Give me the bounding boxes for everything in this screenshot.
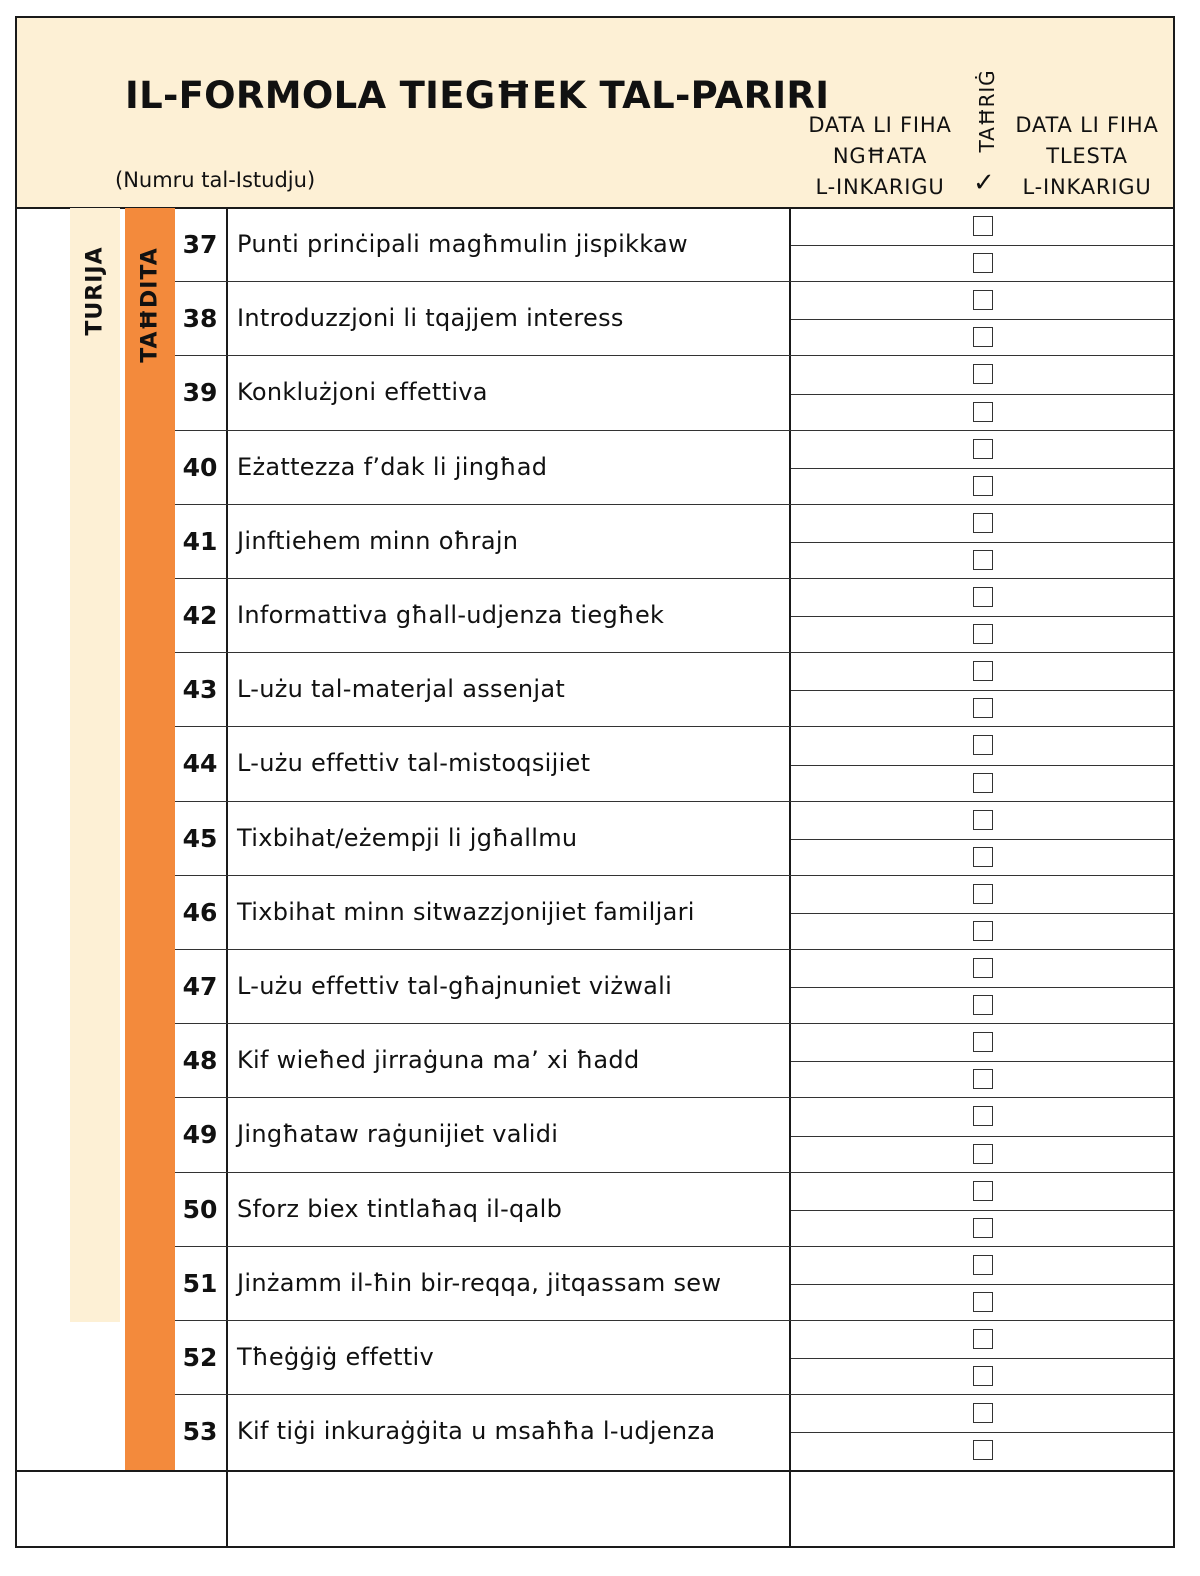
row-half-divider [791,1284,1173,1285]
practice-checkbox[interactable] [973,402,993,422]
row-half-divider [791,839,1173,840]
counsel-form [15,16,1175,1548]
row-divider [175,1023,1173,1024]
practice-checkbox[interactable] [973,810,993,830]
point-title: Sforz biex tintlaħaq il-qalb [237,1194,563,1223]
practice-checkbox[interactable] [973,1106,993,1126]
practice-checkbox[interactable] [973,698,993,718]
practice-checkbox[interactable] [973,1440,993,1460]
practice-checkbox[interactable] [973,995,993,1015]
row-half-divider [791,468,1173,469]
form-title: IL-FORMOLA TIEGĦEK TAL-PARIRI [125,74,830,117]
row-half-divider [791,245,1173,246]
practice-checkbox[interactable] [973,216,993,236]
talk-band-label: TAĦDITA [137,247,163,363]
point-number: 40 [182,452,218,482]
practice-checkbox[interactable] [973,439,993,459]
row-half-divider [791,765,1173,766]
practice-checkbox[interactable] [973,1403,993,1423]
point-number: 38 [182,304,218,334]
point-number: 42 [182,601,218,630]
row-half-divider [791,913,1173,914]
column-divider-right [789,208,791,1548]
form-header [17,18,1173,209]
row-divider [175,726,1173,727]
point-number: 39 [182,378,218,408]
point-title: L-użu effettiv tal-għajnuniet viżwali [237,972,673,1000]
point-number: 49 [182,1120,218,1150]
study-number-label: (Numru tal-Istudju) [115,168,316,192]
point-title: Eżattezza f’dak li jingħad [237,452,548,481]
reading-band-label: TURIJA [82,246,108,336]
column-header-date-assigned: DATA LI FIHA NGĦATA L-INKARIGU [808,113,952,199]
point-title: Kif wieħed jirraġuna ma’ xi ħadd [237,1046,640,1075]
point-number: 47 [182,972,218,1001]
row-half-divider [791,542,1173,543]
practice-checkbox[interactable] [973,327,993,347]
row-divider [175,578,1173,579]
point-title: Kif tiġi inkuraġġita u msaħħa l-udjenza [237,1417,716,1446]
practice-checkbox[interactable] [973,1255,993,1275]
row-half-divider [791,1210,1173,1211]
row-divider [175,430,1173,431]
column-header-date-completed: DATA LI FIHA TLESTA L-INKARIGU [1015,113,1159,199]
row-divider [175,1246,1173,1247]
practice-checkbox[interactable] [973,1366,993,1386]
practice-checkbox[interactable] [973,1292,993,1312]
point-title: Tixbihat/eżempji li jgħallmu [237,823,578,852]
row-divider [175,1172,1173,1173]
row-divider [175,801,1173,802]
practice-checkbox[interactable] [973,290,993,310]
row-half-divider [791,690,1173,691]
row-divider [175,504,1173,505]
row-half-divider [791,987,1173,988]
practice-checkbox[interactable] [973,550,993,570]
talk-band [125,208,175,1470]
row-divider [175,1097,1173,1098]
row-divider [175,875,1173,876]
practice-checkbox[interactable] [973,513,993,533]
practice-checkbox[interactable] [973,1329,993,1349]
point-title: Konklużjoni effettiva [237,378,488,407]
point-number: 51 [182,1268,218,1298]
row-divider [175,652,1173,653]
row-half-divider [791,1358,1173,1359]
point-title: Jinżamm il-ħin bir-reqqa, jitqassam sew [237,1268,722,1297]
point-title: Punti prinċipali magħmulin jispikkaw [237,230,688,258]
point-number: 52 [182,1343,218,1372]
practice-checkbox[interactable] [973,587,993,607]
row-half-divider [791,616,1173,617]
point-number: 41 [182,526,218,556]
point-number: 48 [182,1046,218,1076]
column-divider-left [226,208,228,1548]
point-title: Informattiva għall-udjenza tiegħek [237,601,665,629]
practice-checkbox[interactable] [973,921,993,941]
point-number: 50 [182,1194,218,1224]
practice-checkbox[interactable] [973,253,993,273]
point-title: Tixbihat minn sitwazzjonijiet familjari [237,897,695,926]
row-divider [175,1394,1173,1395]
practice-checkbox[interactable] [973,364,993,384]
practice-checkbox[interactable] [973,958,993,978]
row-half-divider [791,1432,1173,1433]
point-title: L-użu tal-materjal assenjat [237,675,566,704]
point-number: 45 [182,823,218,853]
row-half-divider [791,1061,1173,1062]
practice-checkbox[interactable] [973,1218,993,1238]
point-number: 44 [182,749,218,779]
column-header-practice: TAĦRIĠ [975,69,999,153]
practice-checkbox[interactable] [973,661,993,681]
row-divider [175,355,1173,356]
footer-divider [17,1470,1173,1472]
checkmark-icon: ✓ [973,168,995,198]
point-title: Introduzzjoni li tqajjem interess [237,304,624,333]
practice-checkbox[interactable] [973,1144,993,1164]
row-divider [175,281,1173,282]
practice-checkbox[interactable] [973,1032,993,1052]
point-title: Jingħataw raġunijiet validi [237,1120,559,1149]
practice-checkbox[interactable] [973,773,993,793]
practice-checkbox[interactable] [973,735,993,755]
practice-checkbox[interactable] [973,884,993,904]
practice-checkbox[interactable] [973,624,993,644]
point-title: Tħeġġiġ effettiv [237,1343,435,1371]
row-half-divider [791,319,1173,320]
reading-band [70,208,120,1322]
practice-checkbox[interactable] [973,476,993,496]
point-number: 46 [182,897,218,927]
point-number: 37 [182,230,218,259]
practice-checkbox[interactable] [973,1069,993,1089]
practice-checkbox[interactable] [973,847,993,867]
point-number: 53 [182,1417,218,1447]
row-divider [175,949,1173,950]
point-title: L-użu effettiv tal-mistoqsijiet [237,749,591,778]
practice-checkbox[interactable] [973,1181,993,1201]
row-half-divider [791,394,1173,395]
row-divider [175,1320,1173,1321]
row-half-divider [791,1136,1173,1137]
point-title: Jinftiehem minn oħrajn [237,526,519,555]
point-number: 43 [182,675,218,705]
